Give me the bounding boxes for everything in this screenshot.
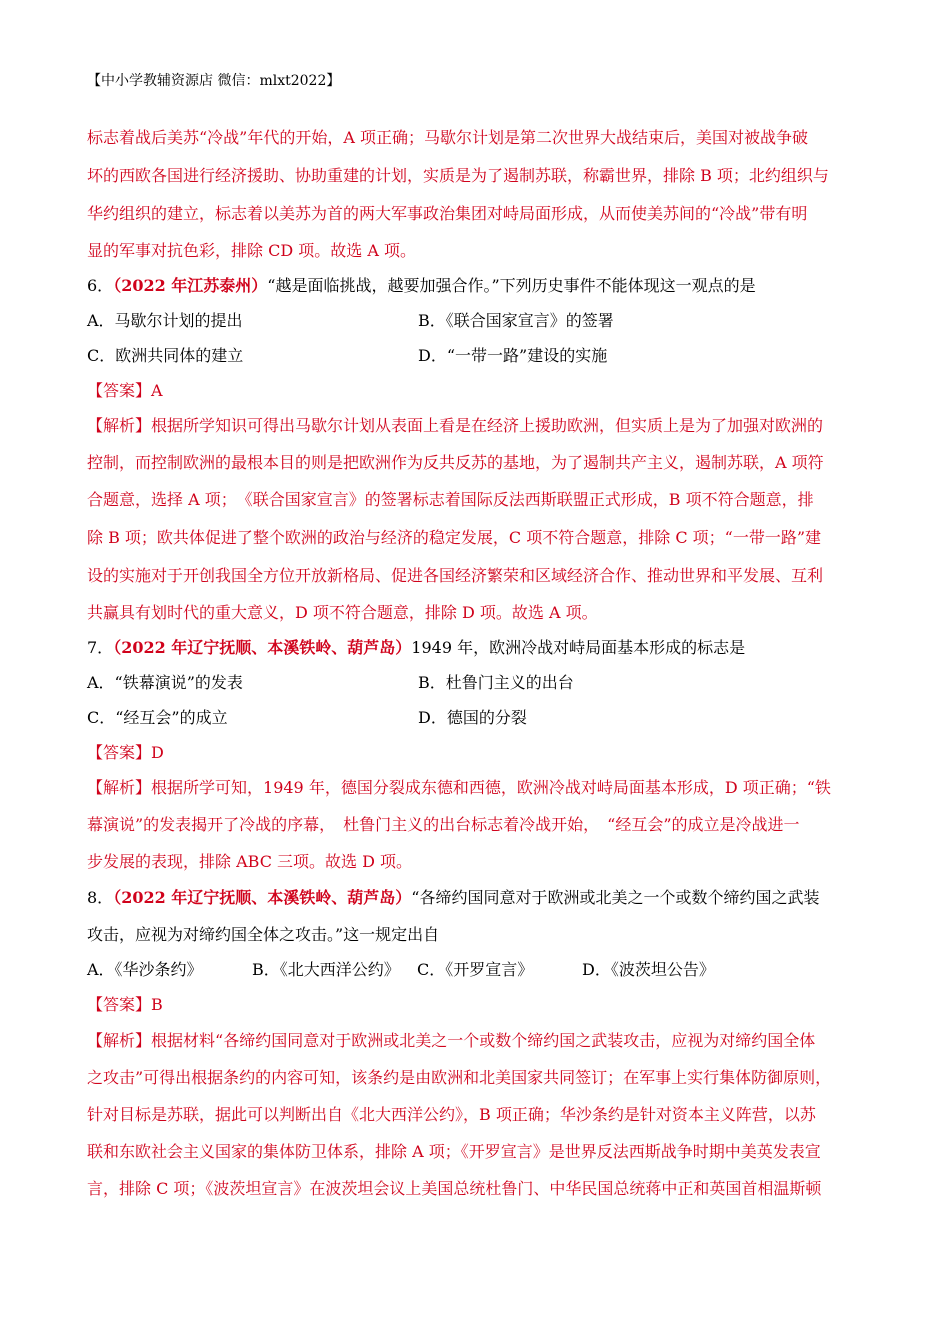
q8-stem [87,887,819,909]
q8-option-d: D．《波茨坦公告》 [582,960,715,979]
q8-options-row [87,959,715,981]
q7-explain-line: 步发展的表现，排除 ABC 三项。故选 D 项。 [87,852,413,871]
q8-answer: 【答案】B [87,995,163,1014]
q8-number: 8． [87,888,114,907]
q8-option-a: A．《华沙条约》 [87,960,203,979]
q6-explain-text: 根据所学知识可得出马歇尔计划从表面上看是在经济上援助欧洲，但实质上是为了加强对欧洲的 [151,416,824,435]
q6-source: （2022 年江苏泰州） [113,276,268,295]
q5-explain-line: 显的军事对抗色彩，排除 CD 项。故选 A 项。 [87,241,416,260]
q8-explain-line: 言，排除 C 项；《波茨坦宣言》在波茨坦会议上美国总统杜鲁门、中华民国总统蒋中正和英国首相温斯顿 [87,1179,822,1198]
q8-stem-line2: 攻击，应视为对缔约国全体之攻击。”这一规定出自 [87,925,440,944]
q8-explain-line: 之攻击”可得出根据条约的内容可知，该条约是由欧洲和北美国家共同签订；在军事上实行集体防御原则， [87,1068,832,1087]
q5-explain-line: 华约组织的建立，标志着以美苏为首的两大军事政治集团对峙局面形成，从而使美苏间的“冷战”带有明 [87,204,808,223]
q7-stem [87,637,745,659]
q7-option-b: B．杜鲁门主义的出台 [418,673,574,692]
q8-explain-line: 联和东欧社会主义国家的集体防卫体系，排除 A 项；《开罗宣言》是世界反法西斯战争时期中美英发表宣 [87,1142,821,1161]
q7-option-a: A．“铁幕演说”的发表 [87,673,243,692]
q8-explain-line [87,1030,815,1052]
q6-explain-line: 除 B 项；欧共体促进了整个欧洲的政治与经济的稳定发展，C 项不符合题意，排除 C 项；“一带一路”建 [87,528,822,547]
q6-explain-line: 共赢具有划时代的重大意义，D 项不符合题意，排除 D 项。故选 A 项。 [87,603,598,622]
q7-source: （2022 年辽宁抚顺、本溪铁岭、葫芦岛） [113,638,412,657]
q8-explain-label: 【解析】 [87,1031,152,1050]
q7-explain-label: 【解析】 [87,778,152,797]
page-header: 【中小学教辅资源店 微信：mlxt2022】 [87,73,341,89]
q6-answer: 【答案】A [87,381,163,400]
q6-stem [87,275,756,297]
q7-number: 7． [87,638,114,657]
q7-option-c: C．“经互会”的成立 [87,708,228,727]
q5-explain-line: 标志着战后美苏“冷战”年代的开始，A 项正确；马歇尔计划是第二次世界大战结束后，美国对被战争破 [87,128,809,147]
q7-explain-text: 根据所学可知，1949 年，德国分裂成东德和西德，欧洲冷战对峙局面基本形成，D 项正确；“铁 [151,778,831,797]
q7-explain-line: 幕演说”的发表揭开了冷战的序幕， 杜鲁门主义的出台标志着冷战开始， “经互会”的成立是冷战进一 [87,815,800,834]
q6-explain-line [87,415,823,437]
q6-explain-label: 【解析】 [87,416,152,435]
q6-explain-line: 控制，而控制欧洲的最根本目的则是把欧洲作为反共反苏的基地，为了遏制共产主义，遏制苏联，A 项符 [87,453,824,472]
q8-option-c: C．《开罗宣言》 [417,960,534,979]
q6-number: 6． [87,276,114,295]
q6-stem-text: “越是面临挑战，越要加强合作。”下列历史事件不能体现这一观点的是 [267,276,756,295]
q6-option-b: B．《联合国家宣言》的签署 [418,311,614,330]
q6-option-c: C．欧洲共同体的建立 [87,346,244,365]
q8-stem-text: “各缔约国同意对于欧洲或北美之一个或数个缔约国之武装 [411,888,820,907]
q8-option-b: B．《北大西洋公约》 [252,960,400,979]
q7-option-d: D．德国的分裂 [418,708,527,727]
q8-source: （2022 年辽宁抚顺、本溪铁岭、葫芦岛） [113,888,412,907]
q7-explain-line [87,777,831,799]
q8-explain-text: 根据材料“各缔约国同意对于欧洲或北美之一个或数个缔约国之武装攻击，应视为对缔约国全体 [151,1031,816,1050]
q8-explain-line: 针对目标是苏联，据此可以判断出自《北大西洋公约》，B 项正确；华沙条约是针对资本主义阵营，以苏 [87,1105,816,1124]
q7-stem-text: 1949 年，欧洲冷战对峙局面基本形成的标志是 [411,638,746,657]
q5-explain-line: 坏的西欧各国进行经济援助、协助重建的计划，实质是为了遏制苏联，称霸世界，排除 B 项；北约组织与 [87,166,829,185]
q6-option-a: A．马歇尔计划的提出 [87,311,243,330]
q6-explain-line: 合题意，选择 A 项； 《联合国家宣言》的签署标志着国际反法西斯联盟正式形成，B 项不符合题意，排 [87,490,814,509]
q7-answer: 【答案】D [87,743,164,762]
q6-explain-line: 设的实施对于开创我国全方位开放新格局、促进各国经济繁荣和区域经济合作、推动世界和平发展、互利 [87,566,824,585]
q6-option-d: D．“一带一路”建设的实施 [418,346,608,365]
